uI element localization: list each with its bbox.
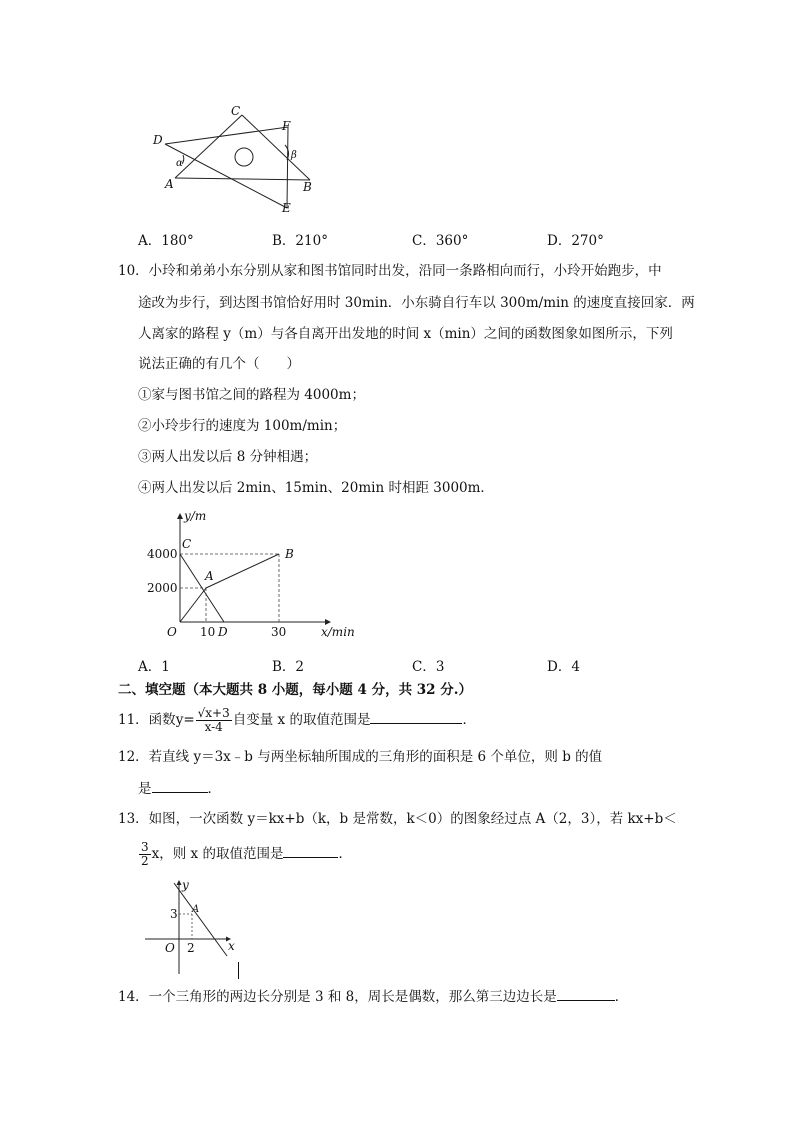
- q13-frac-num: 3: [141, 840, 149, 854]
- q9-label-alpha: α: [176, 158, 183, 169]
- q12-answer-blank[interactable]: [152, 780, 208, 793]
- q11-denominator: x-4: [204, 720, 223, 734]
- q10-statement-1: ①家与图书馆之间的路程为 4000m；: [138, 387, 365, 403]
- q11-numerator: √x+3: [197, 706, 230, 720]
- q11-answer-blank[interactable]: [370, 711, 462, 724]
- q10-tick-4000: 4000: [147, 547, 178, 561]
- q10-label-D: D: [218, 625, 228, 639]
- q12-line-2: [138, 780, 221, 797]
- q9-option-d: D．270°: [547, 233, 604, 249]
- q10-option-c: C．3: [412, 659, 445, 675]
- q10-option-b: B．2: [272, 659, 305, 675]
- q13-label-A: A: [192, 904, 200, 915]
- q10-label-A: A: [205, 569, 214, 583]
- q11-line: [118, 702, 476, 738]
- q11-suffix: 自变量 x 的取值范围是: [232, 712, 371, 728]
- q10-line-4: 说法正确的有几个（ ）: [138, 356, 300, 372]
- q9-label-E: E: [282, 201, 291, 215]
- q11-fraction: [196, 707, 232, 734]
- q10-statement-3: ③两人出发以后 8 分钟相遇；: [138, 449, 318, 465]
- q13-label-y: y: [182, 878, 189, 892]
- q11-prefix: 11．函数: [118, 712, 176, 728]
- q11-end: ．: [462, 712, 476, 728]
- q10-xlabel: x/min: [321, 625, 355, 639]
- q10-label-O: O: [167, 625, 177, 639]
- q14-answer-blank[interactable]: [557, 988, 615, 1001]
- q12-line-2-text: 是: [138, 781, 152, 797]
- q13-line-graph: [174, 883, 227, 956]
- q9-option-a: A．180°: [138, 233, 194, 249]
- q14-text: 14．一个三角形的两边长分别是 3 和 8，周长是偶数，那么第三边边长是: [118, 989, 557, 1005]
- q9-line-AB: [175, 178, 310, 180]
- q9-option-b: B．210°: [272, 233, 328, 249]
- q13-end: ．: [338, 846, 352, 862]
- q10-tick-2000: 2000: [147, 581, 178, 595]
- q9-label-B: B: [303, 180, 312, 194]
- q10-line-1: 10．小玲和弟弟小东分别从家和图书馆同时出发，沿同一条路相向而行，小玲开始跑步，中: [118, 263, 662, 279]
- q9-line-CB: [242, 115, 310, 180]
- q9-label-F: F: [282, 119, 291, 133]
- q10-graph: [140, 506, 365, 642]
- q10-line-3: 人离家的路程 y（m）与各自离开出发地的时间 x（min）之间的函数图象如图所示，下列: [138, 326, 673, 342]
- q13-answer-blank[interactable]: [283, 845, 338, 858]
- q13-tick-2: 2: [187, 941, 195, 955]
- q9-line-AC: [175, 115, 242, 178]
- q11-y-eq: y=: [175, 712, 195, 728]
- section-2-title: 二、填空题（本大题共 8 小题，每小题 4 分，共 32 分.）: [118, 682, 472, 698]
- q13-line-2-text: x，则 x 的取值范围是: [151, 846, 284, 862]
- q10-line-2: 途改为步行，到达图书馆恰好用时 30min．小东骑自行车以 300m/min 的速度直接回家．两: [138, 295, 695, 311]
- q9-label-beta: β: [291, 150, 297, 161]
- q10-label-C: C: [182, 537, 192, 551]
- q13-label-O: O: [165, 941, 175, 955]
- q12-end: ．: [207, 781, 221, 797]
- q10-label-B: B: [285, 547, 294, 561]
- q10-tick-10: 10: [200, 625, 216, 639]
- q10-ylabel: y/m: [184, 509, 207, 523]
- q9-circle: [235, 148, 253, 166]
- q10-statement-4: ④两人出发以后 2min、15min、20min 时相距 3000m．: [138, 480, 494, 496]
- q10-option-a: A．1: [138, 659, 170, 675]
- q9-label-A: A: [165, 177, 174, 191]
- q10-tick-30: 30: [271, 625, 287, 639]
- q9-option-c: C．360°: [412, 233, 469, 249]
- text-cursor: [238, 962, 239, 979]
- q10-option-d: D．4: [547, 659, 580, 675]
- q13-line-2: [138, 834, 352, 874]
- q10-segment-OA: [180, 588, 206, 622]
- q13-frac-den: 2: [141, 854, 149, 868]
- q9-figure: [145, 100, 325, 218]
- q9-line-EF: [287, 127, 288, 208]
- q13-label-x: x: [228, 939, 235, 953]
- q13-fraction: [139, 841, 151, 868]
- q10-segment-AB: [206, 554, 279, 588]
- q13-graph: [140, 876, 245, 980]
- q9-label-D: D: [153, 133, 163, 147]
- q14-end: ．: [614, 989, 629, 1005]
- q12-line-1: 12．若直线 y＝3x﹣b 与两坐标轴所围成的三角形的面积是 6 个单位，则 b 的值: [118, 749, 603, 765]
- q9-line-DE: [165, 144, 287, 208]
- q9-label-C: C: [231, 104, 241, 118]
- q14-line: [118, 988, 628, 1005]
- q13-line-1: 13．如图，一次函数 y＝kx+b（k，b 是常数，k＜0）的图象经过点 A（2，3），若 kx+b＜: [118, 811, 677, 827]
- q10-statement-2: ②小玲步行的速度为 100m/min；: [138, 418, 347, 434]
- q13-tick-3: 3: [170, 907, 178, 921]
